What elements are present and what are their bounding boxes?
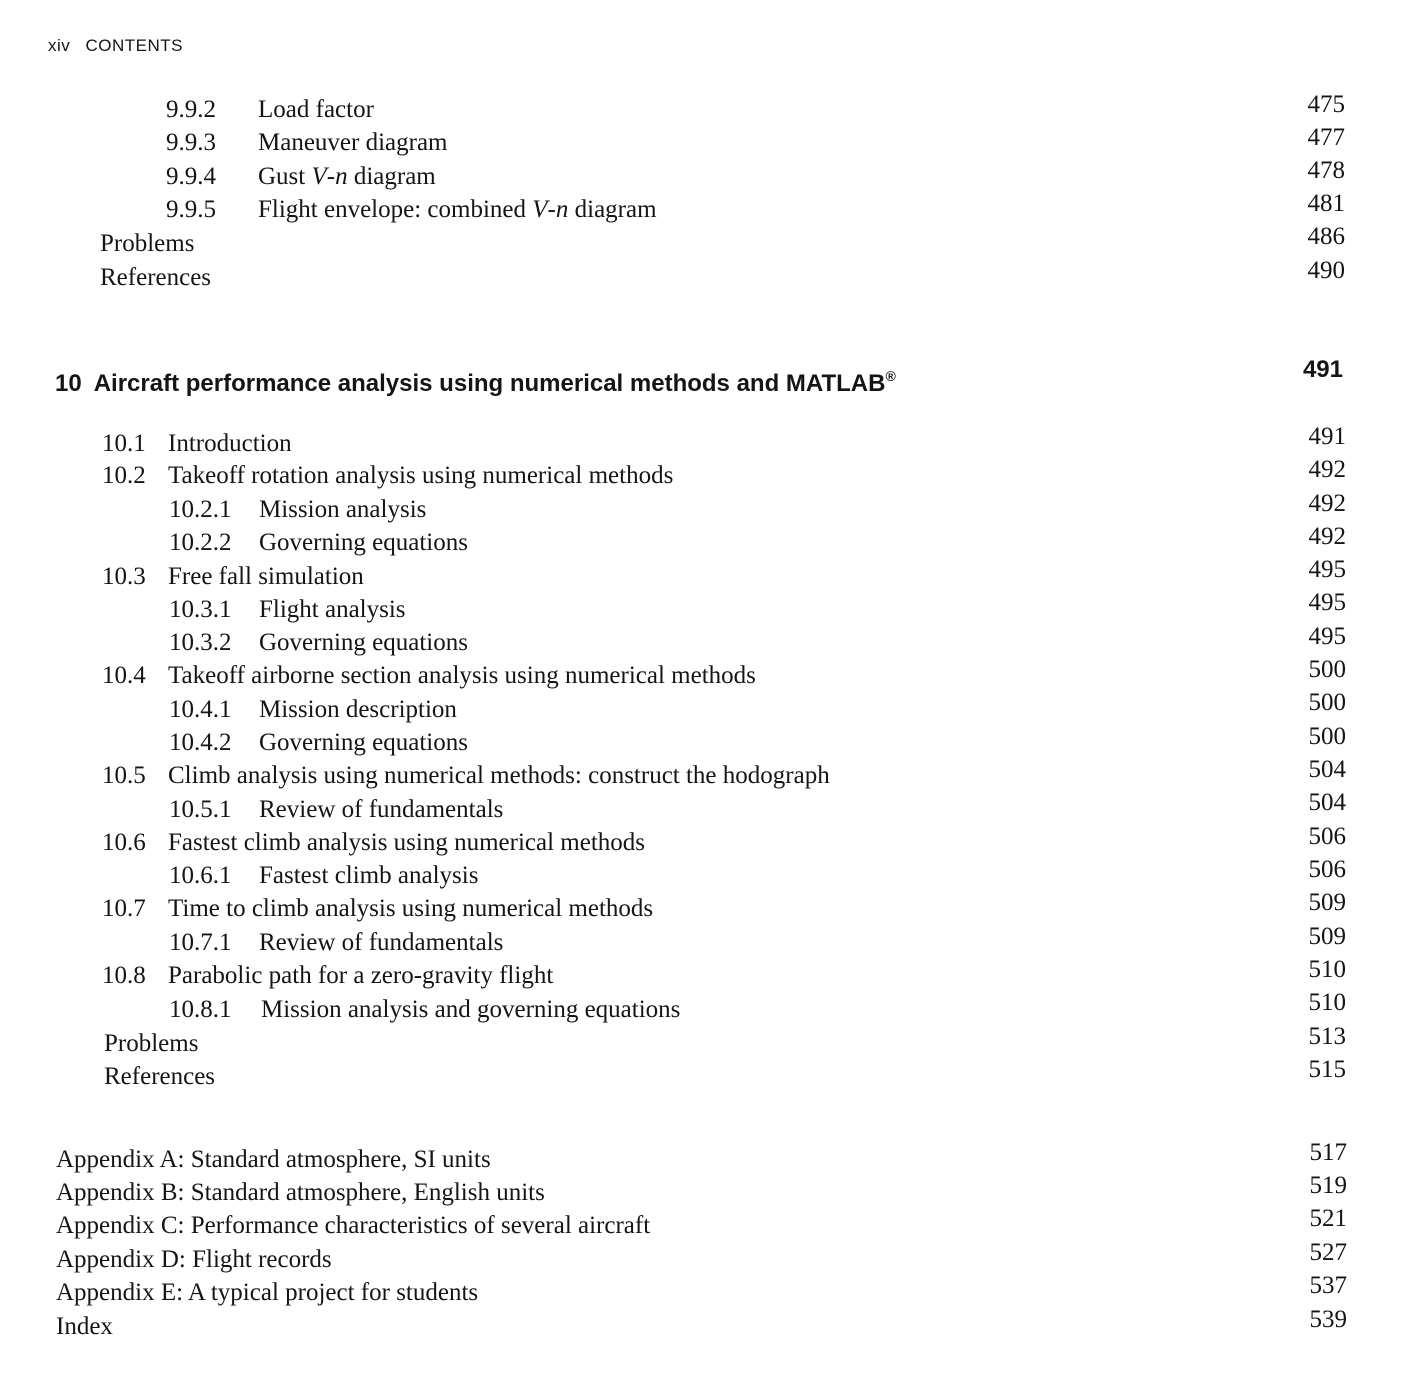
entry-number: 9.9.5 [166, 196, 216, 223]
entry-number: 10.4.1 [169, 696, 232, 723]
chapter-heading [55, 358, 896, 397]
entry-page: 521 [1309, 1205, 1347, 1232]
entry-page: 527 [1309, 1239, 1347, 1266]
entry-number: 10.6 [102, 829, 146, 856]
entry-number: 10.3.1 [169, 596, 232, 623]
entry-title: References [104, 1063, 216, 1090]
entry-page: 475 [1307, 91, 1345, 118]
entry-title: Appendix B: Standard atmosphere, English units [56, 1179, 545, 1206]
entry-number: 10.6.1 [169, 862, 232, 889]
entry-page: 509 [1308, 923, 1346, 950]
entry-page: 492 [1308, 490, 1346, 517]
entry-number: 10.8.1 [169, 996, 232, 1023]
entry-page: 495 [1308, 623, 1346, 650]
entry-title: Climb analysis using numerical methods: construct the hodograph [168, 762, 830, 789]
entry-number: 9.9.2 [166, 96, 216, 123]
entry-number: 9.9.3 [166, 129, 216, 156]
entry-page: 495 [1308, 589, 1346, 616]
entry-title: Index [56, 1313, 113, 1340]
entry-title: Parabolic path for a zero-gravity flight [168, 962, 554, 989]
entry-number: 10.5.1 [169, 796, 232, 823]
entry-title: Fastest climb analysis [259, 862, 479, 889]
entry-number: 10.2.1 [169, 496, 232, 523]
entry-page: 504 [1308, 789, 1346, 816]
entry-number: 10.4 [102, 662, 146, 689]
entry-page: 539 [1309, 1306, 1347, 1333]
entry-number: 10.8 [102, 962, 146, 989]
entry-title: Appendix A: Standard atmosphere, SI units [56, 1146, 491, 1173]
entry-title: Mission description [259, 696, 457, 723]
entry-page: 478 [1307, 157, 1345, 184]
entry-title: Review of fundamentals [259, 929, 504, 956]
entry-page: 510 [1308, 989, 1346, 1016]
entry-title: Takeoff rotation analysis using numerical methods [168, 462, 674, 489]
entry-title: Governing equations [259, 629, 468, 656]
entry-title: Appendix E: A typical project for students [56, 1279, 479, 1306]
entry-page: 537 [1309, 1272, 1347, 1299]
entry-title: Problems [104, 1030, 199, 1057]
entry-page: 500 [1308, 689, 1346, 716]
entry-title: Appendix D: Flight records [56, 1246, 332, 1273]
entry-number: 10.3.2 [169, 629, 232, 656]
chapter-title: Aircraft performance analysis using numerical methods and MATLAB [93, 370, 886, 397]
entry-page: 509 [1308, 889, 1346, 916]
entry-page: 490 [1307, 257, 1345, 284]
entry-page: 481 [1307, 190, 1345, 217]
entry-number: 10.7.1 [169, 929, 232, 956]
entry-title: Mission analysis and governing equations [261, 996, 681, 1023]
page-folio: xiv [48, 36, 71, 55]
entry-number: 10.3 [102, 563, 146, 590]
entry-title: Mission analysis [259, 496, 427, 523]
entry-page: 506 [1308, 856, 1346, 883]
entry-page: 500 [1308, 723, 1346, 750]
chapter-page: 491 [1302, 356, 1343, 383]
entry-title: Flight envelope: combined V-n diagram [258, 196, 657, 223]
entry-title: Governing equations [259, 529, 468, 556]
entry-page: 495 [1308, 556, 1346, 583]
entry-page: 506 [1308, 823, 1346, 850]
entry-title: Introduction [168, 430, 292, 457]
entry-number: 9.9.4 [166, 163, 216, 190]
entry-title: Takeoff airborne section analysis using numerical methods [168, 662, 756, 689]
entry-page: 486 [1307, 223, 1345, 250]
chapter-number: 10 [55, 370, 82, 397]
entry-title: Time to climb analysis using numerical methods [168, 895, 654, 922]
entry-number: 10.4.2 [169, 729, 232, 756]
entry-title: Appendix C: Performance characteristics of several aircraft [56, 1212, 651, 1239]
entry-title: Load factor [258, 96, 374, 123]
entry-title: Flight analysis [259, 596, 406, 623]
entry-page: 504 [1308, 756, 1346, 783]
entry-page: 500 [1308, 656, 1346, 683]
entry-title: Governing equations [259, 729, 468, 756]
registered-mark: ® [885, 368, 896, 384]
entry-number: 10.5 [102, 762, 146, 789]
entry-title: Gust V-n diagram [258, 163, 436, 190]
entry-number: 10.2 [102, 462, 146, 489]
entry-title: References [100, 264, 212, 291]
entry-title: Review of fundamentals [259, 796, 504, 823]
entry-page: 515 [1308, 1056, 1346, 1083]
entry-page: 510 [1308, 956, 1346, 983]
running-header [48, 36, 183, 56]
running-title: CONTENTS [85, 36, 184, 55]
entry-page: 491 [1308, 423, 1346, 450]
entry-page: 492 [1308, 456, 1346, 483]
entry-page: 519 [1309, 1172, 1347, 1199]
entry-page: 513 [1308, 1023, 1346, 1050]
entry-title: Maneuver diagram [258, 129, 448, 156]
entry-title: Free fall simulation [168, 563, 364, 590]
entry-number: 10.1 [102, 430, 146, 457]
entry-title: Fastest climb analysis using numerical methods [168, 829, 646, 856]
entry-page: 517 [1309, 1139, 1347, 1166]
entry-page: 492 [1308, 523, 1346, 550]
entry-page: 477 [1307, 124, 1345, 151]
entry-number: 10.7 [102, 895, 146, 922]
entry-number: 10.2.2 [169, 529, 232, 556]
entry-title: Problems [100, 230, 195, 257]
